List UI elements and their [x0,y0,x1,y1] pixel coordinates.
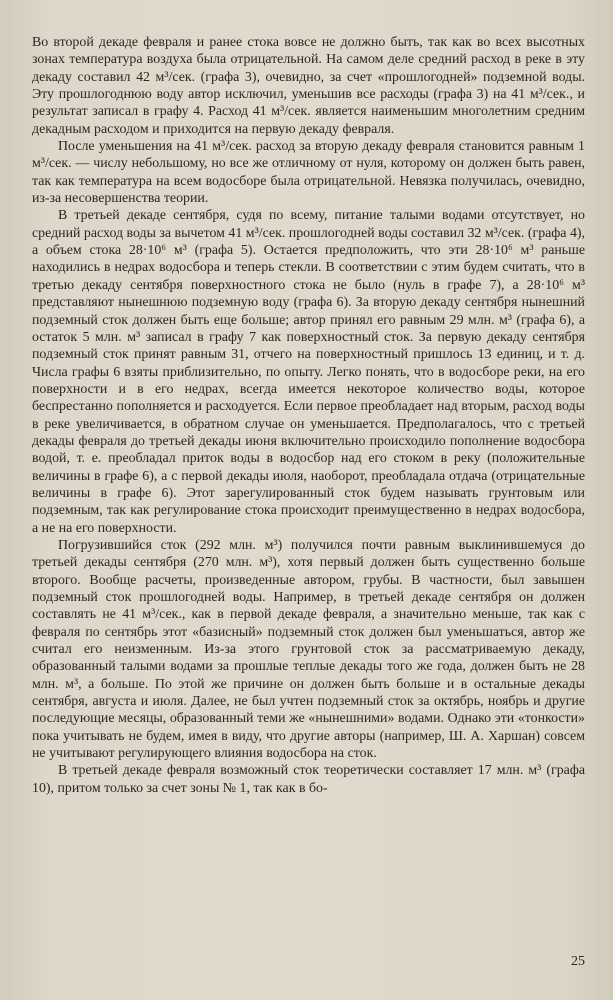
paragraph: После уменьшения на 41 м³/сек. расход за вторую декаду февраля становится равным 1 м³/сек. — числу небольшому, но все же отличному от нуля, которому он должен быть равен, так как температура на всем водосборе была отрицательной. Невязка получилась, очевидно, из-за несовершенства теории. [32,139,585,207]
paragraph: Погрузившийся сток (292 млн. м³) получился почти равным выклинившемуся до третьей декады сентября (270 млн. м³), хотя первый должен быть существенно больше второго. Вообще расчеты, произведенные автором, грубы. В частности, был завышен подземный сток прошлогодней воды. Например, в третьей декаде сентября он должен составлять не 41 м³/сек., как в первой декаде февраля, а значительно меньше, так как с февраля по сентябрь этот «базисный» подземный сток должен был уменьшаться, автор же считал его неизменным. Из-за этого грунтовой сток за рассматриваемую декаду, образованный талыми водами за прошлые теплые декады того же года, должен быть не 28 млн. м³, а больше. По этой же причине он должен быть больше и в остальные декады сентября, августа и июля. Далее, не был учтен подземный сток за октябрь, ноябрь и другие последующие месяцы, образованный теми же «нынешними» водами. Однако эти «тонкости» пока учитывать не будем, имея в виду, что другие авторы (например, Ш. А. Харшан) совсем не учитывают регулирующего влияния водосбора на сток. [32,537,585,762]
body-text [32,34,585,797]
paragraph: Во второй декаде февраля и ранее стока вовсе не должно быть, так как во всех высотных зонах температура воздуха была отрицательной. На самом деле средний расход в реке в эту декаду составил 42 м³/сек. (графа 3), очевидно, за счет «прошлогодней» подземной воды. Эту прошлогоднюю воду автор исключил, уменьшив все расходы (графа 3) на 41 м³/сек., и результат записал в графу 4. Расход 41 м³/сек. является наименьшим многолетним средним декадным расходом и приходится на первую декаду февраля. [32,35,585,137]
page-number: 25 [571,954,585,969]
paragraph: В третьей декаде февраля возможный сток теоретически составляет 17 млн. м³ (графа 10), притом только за счет зоны № 1, так как в бо- [32,763,585,796]
paragraph: В третьей декаде сентября, судя по всему, питание талыми водами отсутствует, но средний расход воды за вычетом 41 м³/сек. прошлогодней воды составил 32 м³/сек. (графа 4), а объем стока 28·10⁶ м³ (графа 5). Остается предположить, что эти 28·10⁶ м³ раньше находились в недрах водосбора и теперь стекли. В соответствии с этим будем считать, что в третью декаду сентября поверхностного стока не было (нуль в графе 7), а 28·10⁶ м³ представляют нынешнюю подземную воду (графа 6). За вторую декаду сентября нынешний подземный сток должен быть еще больше; автор принял его равным 29 млн. м³ (графа 6), а остаток 5 млн. м³ записал в графу 7 как поверхностный сток. За первую декаду сентября подземный сток принят равным 31, отчего на поверхностный пришлось 13 единиц, и т. д. Числа графы 6 взяты приблизительно, по опыту. Легко понять, что в водосборе реки, на его поверхности и в его недрах, всегда имеется некоторое количество воды, которое беспрестанно пополняется и расходуется. Если первое преобладает над вторым, расход воды в реке увеличивается, в обратном случае он уменьшается. Предполагалось, что с третьей декады февраля до третьей декады июня включительно происходило пополнение водосбора водой, т. е. преобладал приток воды в водосбор над его стоком в реку (положительные величины в графе 6), а с первой декады июля, наоборот, преобладала отдача (отрицательные величины в графе 6). Этот зарегулированный сток будем называть грунтовым или подземным, так как регулирование стока происходит преимущественно в недрах водосбора, а не на его поверхности. [32,208,585,536]
